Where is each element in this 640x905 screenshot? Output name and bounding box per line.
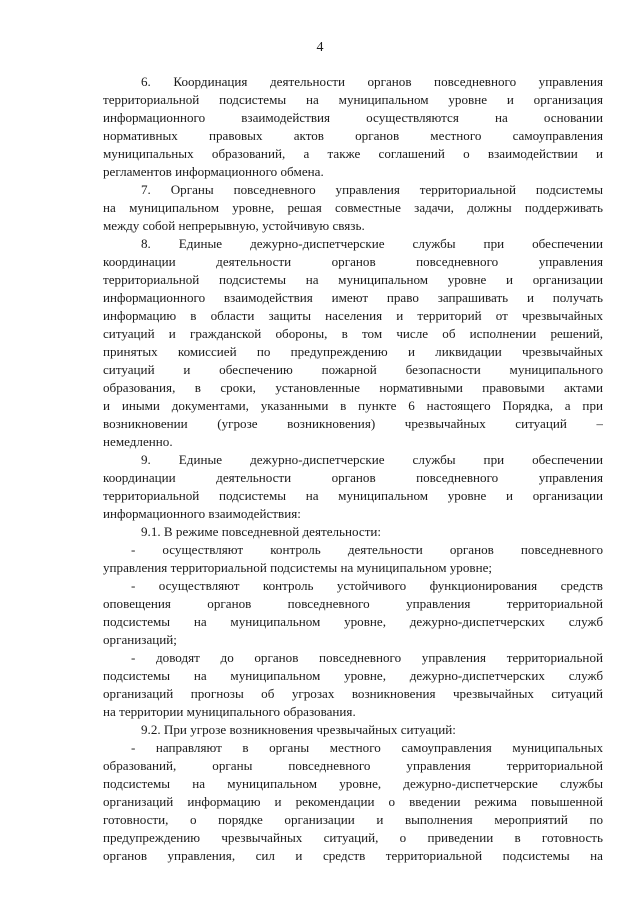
text-line: организаций информацию и рекомендации о введении режима повышенной: [103, 794, 603, 809]
text-line: управления территориальной подсистемы на муниципальном уровне;: [103, 560, 493, 575]
text-line: предупреждению чрезвычайных ситуаций, о приведении в готовность: [103, 830, 603, 845]
text-line: информацию в области защиты населения и территорий от чрезвычайных: [103, 308, 603, 323]
text-line: территориальной подсистемы на муниципальном уровне и организации: [103, 488, 603, 503]
paragraph-p9: [103, 451, 603, 523]
text-line: образований, органы повседневного управления территориальной: [103, 758, 603, 773]
text-line: ситуаций и гражданской обороны, в том числе об исполнении решений,: [103, 326, 603, 341]
text-line: оповещения органов повседневного управления территориальной: [103, 596, 603, 611]
text-line: - доводят до органов повседневного управления территориальной: [131, 650, 603, 665]
text-line: 6. Координация деятельности органов повседневного управления: [141, 74, 603, 89]
text-line: - осуществляют контроль устойчивого функционирования средств: [131, 578, 603, 593]
text-line: информационного взаимодействия осуществляются на основании: [103, 110, 603, 125]
text-line: 9.1. В режиме повседневной деятельности:: [141, 524, 382, 539]
page-number: 4: [316, 40, 324, 55]
paragraph-p9-1-c: [103, 649, 603, 721]
text-line: территориальной подсистемы на муниципальном уровне и организации: [103, 272, 603, 287]
text-line: органов управления, сил и средств территориальной подсистемы на: [103, 848, 603, 863]
paragraph-p9-1: [103, 523, 603, 541]
text-line: на муниципальном уровне, решая совместные задачи, должны поддерживать: [103, 200, 603, 215]
text-line: между собой непрерывную, устойчивую связь.: [103, 218, 365, 233]
paragraph-p9-2: [103, 721, 603, 739]
text-line: нормативных правовых актов органов местного самоуправления: [103, 128, 603, 143]
text-line: немедленно.: [103, 434, 173, 449]
text-line: образования, в сроки, установленные нормативными правовыми актами: [103, 380, 603, 395]
text-line: на территории муниципального образования.: [103, 704, 356, 719]
text-line: информационного взаимодействия:: [103, 506, 301, 521]
text-line: готовности, о порядке организации и выполнения мероприятий по: [103, 812, 603, 827]
text-line: и иными документами, указанными в пункте 6 настоящего Порядка, а при: [103, 398, 603, 413]
text-line: - направляют в органы местного самоуправления муниципальных: [131, 740, 603, 755]
paragraph-p7: [103, 181, 603, 235]
text-line: подсистемы на муниципальном уровне, дежурно-диспетчерских служб: [103, 614, 603, 629]
paragraph-p9-1-a: [103, 541, 603, 577]
text-line: муниципальных образований, а также соглашений о взаимодействии и: [103, 146, 603, 161]
text-line: координации деятельности органов повседневного управления: [103, 254, 603, 269]
text-line: 9. Единые дежурно-диспетчерские службы при обеспечении: [141, 452, 603, 467]
paragraph-p6: [103, 73, 603, 181]
text-line: 9.2. При угрозе возникновения чрезвычайных ситуаций:: [141, 722, 456, 737]
text-line: 7. Органы повседневного управления территориальной подсистемы: [141, 182, 603, 197]
paragraph-p9-2-a: [103, 739, 603, 865]
text-line: возникновении (угрозе возникновения) чрезвычайных ситуаций –: [103, 416, 603, 431]
text-line: организаций прогнозы об угрозах возникновения чрезвычайных ситуаций: [103, 686, 603, 701]
text-line: ситуаций и обеспечению пожарной безопасности муниципального: [103, 362, 603, 377]
text-line: принятых комиссией по предупреждению и ликвидации чрезвычайных: [103, 344, 603, 359]
text-line: информационного взаимодействия имеют право запрашивать и получать: [103, 290, 603, 305]
text-line: территориальной подсистемы на муниципальном уровне и организация: [103, 92, 603, 107]
paragraph-p9-1-b: [103, 577, 603, 649]
paragraph-p8: [103, 235, 603, 451]
document-body: [103, 73, 603, 865]
text-line: регламентов информационного обмена.: [103, 164, 324, 179]
text-line: подсистемы на муниципальном уровне, дежурно-диспетчерские службы: [103, 776, 603, 791]
text-line: подсистемы на муниципальном уровне, дежурно-диспетчерских служб: [103, 668, 603, 683]
text-line: - осуществляют контроль деятельности органов повседневного: [131, 542, 603, 557]
text-line: 8. Единые дежурно-диспетчерские службы при обеспечении: [141, 236, 603, 251]
text-line: координации деятельности органов повседневного управления: [103, 470, 603, 485]
text-line: организаций;: [103, 632, 177, 647]
